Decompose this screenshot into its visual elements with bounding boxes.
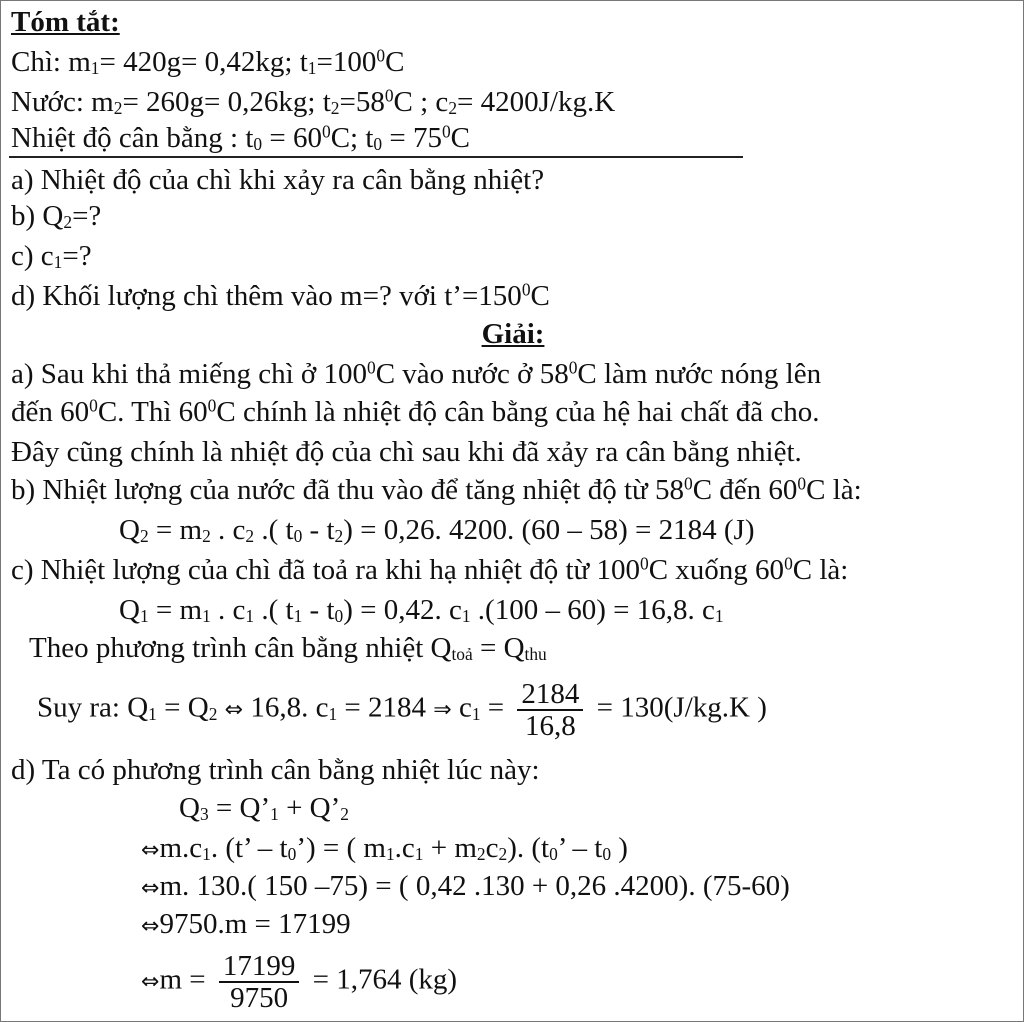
fraction-m: $\frac{17199}{9750}$: [219, 951, 300, 1013]
summary-water: Nước: $m_2= 260g= 0,26kg$; $t_2=58^0C$ ; $c_2= 4200J/kg.K$: [11, 85, 616, 119]
question-c: c) $c_1=$?: [11, 240, 92, 273]
solution-d-eq2: $\Leftrightarrow m.c_1$. (t’ – $t_0$’) = ( $m_1.c_1 + m_2c_2$). ($t_0$’ – $t_0$ ): [141, 832, 628, 865]
iff-arrow-icon: ⇔: [141, 876, 160, 901]
solution-d-eq3: ⇔m. 130.( 150 –75) = ( 0,42 .130 + 0,26 .4200). (75-60): [141, 870, 790, 902]
question-a: a) Nhiệt độ của chì khi xảy ra cân bằng nhiệt?: [11, 164, 545, 196]
implies-arrow-icon: ⇒: [433, 697, 452, 723]
solution-c-theo: Theo phương trình cân bằng nhiệt $Q_{toả} = Q_{thu}$: [29, 632, 547, 665]
solution-b-line1: b) Nhiệt lượng của nước đã thu vào để tăng nhiệt độ từ $58^0C$ đến $60^0C$ là:: [11, 473, 862, 506]
solution-b-equation: $Q_2 = m_2$ . $c_2$ .( $t_0 - t_2) = 0,26$. 4200. (60 – 58) = 2184 (J): [119, 514, 755, 547]
solution-c-suy: Suy ra: $Q_1 = Q_2$ ⇔ 16,8. $c_1 = 2184$ ⇒ $c_1$ = $\frac{2184}{16,8}$ = 130(J/kg.K ): [37, 678, 767, 742]
summary-title: Tóm tắt:: [11, 6, 120, 38]
solution-d-eq4: ⇔9750.m = 17199: [141, 908, 351, 940]
summary-divider: [9, 156, 743, 158]
iff-arrow-icon: ⇔: [141, 838, 160, 863]
solution-title: Giải:: [481, 318, 545, 350]
question-d: d) Khối lượng chì thêm vào m=? với $t’=150^0C$: [11, 279, 550, 312]
solution-d-eq5: ⇔m = $\frac{17199}{9750}$ = 1,764 (kg): [141, 950, 458, 1014]
solution-c-line1: c) Nhiệt lượng của chì đã toả ra khi hạ nhiệt độ từ $100^0C$ xuống $60^0C$ là:: [11, 553, 849, 586]
solution-c-equation: $Q_1 = m_1$ . $c_1$ .( $t_1 - t_0) = 0,42$. $c_1$ .(100 – 60) = 16,8. $c_1$: [119, 594, 724, 627]
solution-d-line1: d) Ta có phương trình cân bằng nhiệt lúc này:: [11, 754, 540, 786]
solution-d-eq1: $Q_3$ = $Q’_1$ + $Q’_2$: [179, 792, 349, 825]
summary-lead: Chì: $m_1= 420g= 0,42kg$; $t_1=100^0C$: [11, 45, 405, 79]
solution-a-line3: Đây cũng chính là nhiệt độ của chì sau khi đã xảy ra cân bằng nhiệt.: [11, 436, 802, 468]
solution-a-line2: đến $60^0C$. Thì $60^0C$ chính là nhiệt độ cân bằng của hệ hai chất đã cho.: [11, 395, 820, 428]
summary-equilibrium: Nhiệt độ cân bằng : $t_0 = 60^0C$; $t_0 = 75^0C$: [11, 121, 471, 155]
question-b: b) $Q_2=$?: [11, 200, 102, 233]
iff-arrow-icon: ⇔: [141, 969, 160, 995]
iff-arrow-icon: ⇔: [224, 697, 244, 723]
fraction-c1: $\frac{2184}{16,8}$: [517, 679, 583, 741]
solution-a-line1: a) Sau khi thả miếng chì ở $100^0C$ vào nước ở $58^0C$ làm nước nóng lên: [11, 357, 822, 390]
iff-arrow-icon: ⇔: [141, 914, 160, 939]
